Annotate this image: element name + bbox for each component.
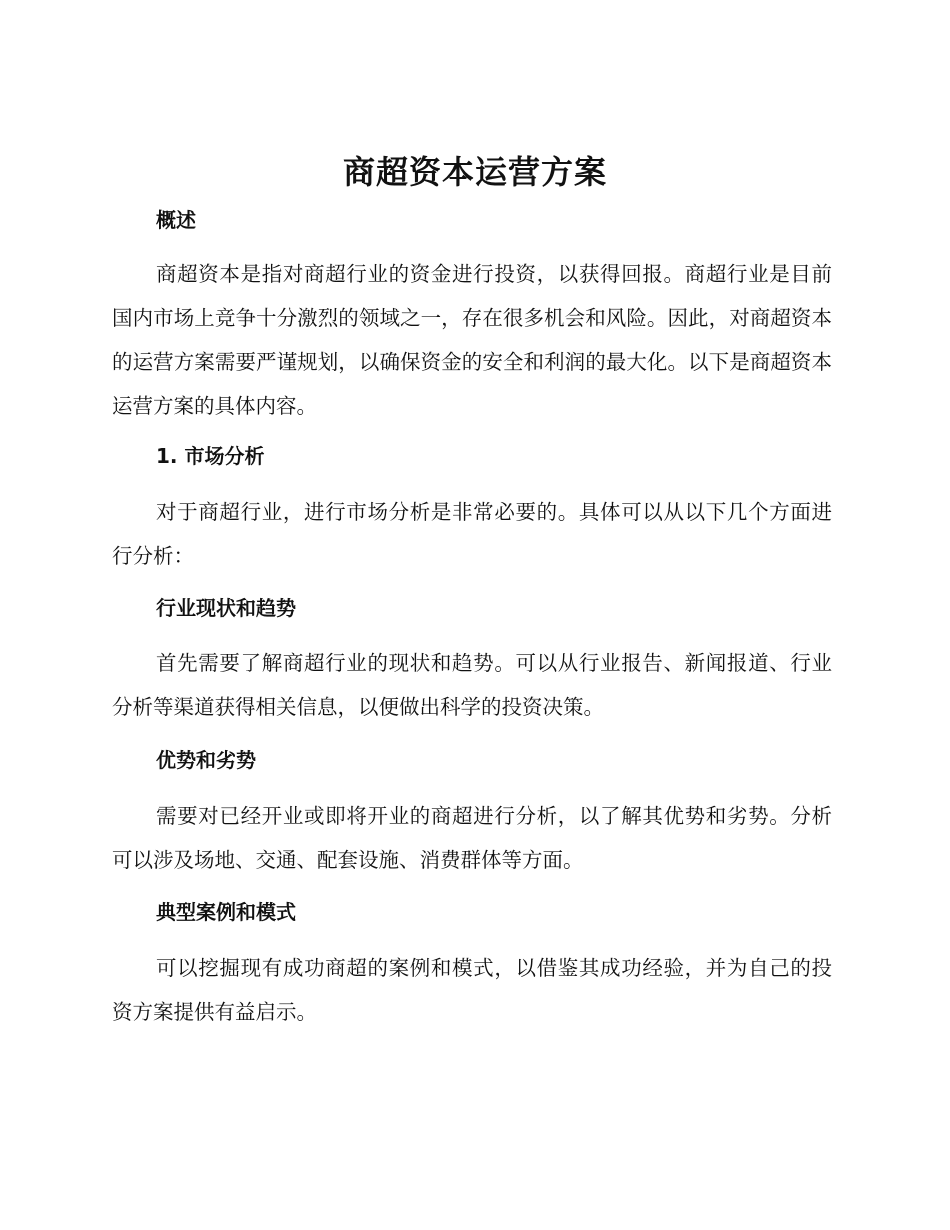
document-title: 商超资本运营方案 bbox=[342, 153, 607, 191]
section-paragraph-market-analysis: 对于商超行业，进行市场分析是非常必要的。具体可以从以下几个方面进行分析： bbox=[112, 500, 832, 568]
section-paragraph-overview: 商超资本是指对商超行业的资金进行投资，以获得回报。商超行业是目前国内市场上竞争十分激烈的领域之一，存在很多机会和风险。因此，对商超资本的运营方案需要严谨规划，以确保资金的安全和利润的最大化。以下是商超资本运营方案的具体内容。 bbox=[112, 262, 832, 418]
section-paragraph-cases-models: 可以挖掘现有成功商超的案例和模式，以借鉴其成功经验，并为自己的投资方案提供有益启示。 bbox=[112, 956, 832, 1024]
section-heading-market-analysis: 1. 市场分析 bbox=[156, 444, 265, 468]
section-paragraph-pros-cons: 需要对已经开业或即将开业的商超进行分析，以了解其优势和劣势。分析可以涉及场地、交通、配套设施、消费群体等方面。 bbox=[112, 804, 832, 872]
section-paragraph-industry-status: 首先需要了解商超行业的现状和趋势。可以从行业报告、新闻报道、行业分析等渠道获得相关信息，以便做出科学的投资决策。 bbox=[112, 651, 832, 719]
section-heading-cases-models: 典型案例和模式 bbox=[156, 900, 296, 924]
section-heading-overview: 概述 bbox=[156, 208, 196, 232]
section-heading-industry-status: 行业现状和趋势 bbox=[156, 596, 296, 620]
section-heading-pros-cons: 优势和劣势 bbox=[156, 748, 256, 772]
